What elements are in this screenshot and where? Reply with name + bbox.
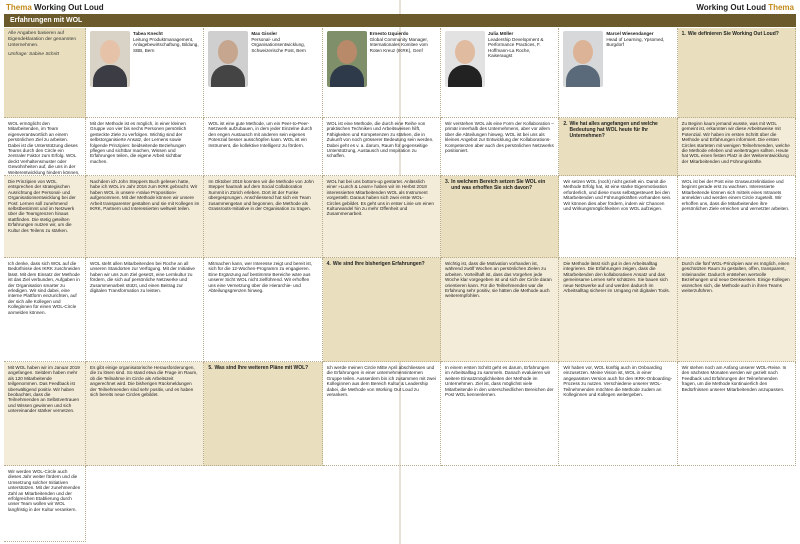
question-number: 5. <box>208 365 213 371</box>
intro-cell <box>4 28 86 118</box>
answer-cell: Die Methode lässt sich gut in den Arbeitsalltag integrieren. Die Erfahrungen zeigen, dass die Mitarbeitenden den kollaborativen Ansatz und das gemeinsame Lernen sehr schätzen. Sie bauen sich neue Netzwerke auf und werden dadurch im Arbeitsalltag sicherer im Umgang mit digitalen Tools. <box>559 258 677 362</box>
person-name: Julia Möller <box>488 31 514 36</box>
answer-cell: Mitmachen kann, wer Interesse zeigt und bereit ist, sich für die 12-Wochen-Programm zu engagieren. Eine Ergänzung auf bestimmte Bereiche wäre aus unserer Sicht WOL nicht zielführend. Wir erhoffen uns eine Vernetzung über die Hierarchie- und Abteilungsgrenzen hinweg. <box>204 258 322 362</box>
answer-cell: Durch die fünf WOL-Prinzipien war es möglich, einen geschützten Raum zu gestalten, offen, transparent, miteinander. Dadurch entstehen wertvolle Beziehungen und neue Denkweisen. Einige Kollegen wünschen sich, die Methode auch in ihren Teams weiterzuführen. <box>678 258 796 362</box>
answer-cell: Ich denke, dass sich WOL auf die Bedürfnisse des IKRK zuschneiden lässt. Mit dem Einsatz der Methode ist das Ziel verbunden, Aufgaben in der Organisation smarter zu erledigen. Wir sind dabei, eine interne Plattform einzurichten, auf der sich alle Kollegen und Kolleginnen für einen WOL-Circle anmelden können. <box>4 258 86 362</box>
question-cell <box>678 28 796 118</box>
person-card <box>441 28 559 118</box>
person-role: Head of Learning, Ypsomed, Burgdorf <box>606 36 665 48</box>
question-number: 1. <box>681 31 686 37</box>
answer-cell: Mit WOL haben wir im Januar 2019 angefangen. Seitdem haben mehr als 120 Mitarbeitende teilgenommen. Das Feedback ist überwältigend positiv. Wir haben beobachtet, dass die Teilnehmenden an Selbstvertrauen und Wissen gewinnen und sich untereinander stärker vernetzen. <box>4 362 86 466</box>
person-name: Ernesto Izquierdo <box>369 31 409 36</box>
person-role: Leadership Development & Performance Practices, F. Hoffmann-La Roche, Kaiseraugst <box>488 36 544 59</box>
answer-cell: Im Oktober 2018 konnten wir die Methode von John Stepper hautnah auf dem Social Collaboration Summit in Zürich erleben. Dort ist der Funke übergesprungen. Anschliessend hat sich ein Team zusammengetan und begonnen, die Methode als Grassroots-Initiative in der Organisation zu tragen. <box>204 176 322 258</box>
answer-cell: WOL steht allen Mitarbeitenden bei Roche an all unseren Standorten zur Verfügung. Mit der Initiative haben wir uns zum Ziel gesetzt, eine Lernkultur zu fördern, die sich auf persönliche Netzwerke und Zusammenarbeit stützt, und einen Beitrag zur digitalen Transformation zu leisten. <box>86 258 204 362</box>
person-name: Marcel Wiesendanger <box>606 31 654 36</box>
answer-cell: Wir setzen WOL (noch) nicht gezielt ein. Damit die Methode Erfolg hat, ist eine starke Eigenmotivation erforderlich, und diese muss selbstgesteuert bei den Mitarbeitenden und Führungskräften vorhanden sein. Wir können dies aber fördern, indem wir Chancen und Wirkungsmöglichkeiten von WOL aufzeigen. <box>559 176 677 258</box>
answer-cell: WOL hat bei uns bottom-up gestartet. Anlässlich einer »Lunch & Learn« haben wir im Herbst 2018 interessierten Mitarbeitenden WOL als Instrument vorgestellt. Daraus haben sich zwei erste WOL-Circles gebildet. Es geht uns in erster Linie um einen Kulturwandel hin zu mehr Offenheit und Zusammenarbeit. <box>323 176 441 258</box>
answer-cell: Wir stehen noch am Anfang unserer WOL-Reise. In den nächsten Monaten werden wir gezielt nach Feedback und Erfahrungen der Teilnehmenden fragen, um die Methode kontinuierlich den Bedürfnissen unserer Mitarbeitenden anzupassen. <box>678 362 796 466</box>
portrait-photo <box>445 31 485 87</box>
answer-cell: WOL ist eine gute Methode, um ein Peer-to-Peer-Netzwerk aufzubauen, in dem jeder Einzelne durch den engen Austausch mit anderen sein eigenes Potenzial besser ausschöpfen kann. WOL ist ein Instrument, die kollektive Intelligenz zu fördern. <box>204 118 322 176</box>
intro-text: Alle Angaben basieren auf Eigendeklaration der genannten Unternehmen. <box>8 31 77 48</box>
portrait-photo <box>208 31 248 87</box>
answer-cell: Wir verstehen WOL als eine Form der Kollaboration – primär innerhalb des Unternehmens, aber vor allem über die Abteilungen hinweg. WOL ist bei uns als kleines Angebot zur Entwicklung der Kollaborations-Kompetenzen aber auch des persönlichen Netzwerks positioniert. <box>441 118 559 176</box>
answer-cell: Die Prinzipien von WOL entsprechen der strategischen Ausrichtung der Personal- und Organisationsentwicklung bei der Post: Lernen soll zunehmend selbstbestimmt und im Netzwerk über die Teamgrenzen hinaus stattfinden. Die stetig geteilten Erfahrungen nutzen wir, um die Kultur des Teilens zu stärken. <box>4 176 86 258</box>
question-number: 3. <box>445 179 450 185</box>
answer-cell: WOL ist bei der Post eine Graswurzelinitiative und beginnt gerade erst zu wachsen. Interessierte Mitarbeitende können sich mittels eines Intranets anmelden und werden einem Circle zugeteilt. Wir erhoffen uns, dass die Mitarbeitenden ihre persönlichen Ziele erreichen und vernetzter arbeiten. <box>678 176 796 258</box>
answer-cell: Ich werde meinen Circle Mitte April abschliessen und die Erfahrungen in einer unternehmensinternen Gruppe teilen. Ausserdem bin ich zusammen mit zwei Kolleginnen aus dem Bereich Kultur & Leadership dabei, die Methode von Working Out Loud zu verankern. <box>323 362 441 466</box>
question-cell <box>204 362 322 466</box>
answer-cell: WOL ermöglicht den Mitarbeitenden, im Team eigenverantwortlich an einem persönlichen Ziel zu arbeiten. Dabei ist die Unterstützung dieses Teams durch den Circle ein zentraler Faktor zum Erfolg. WOL deckt Verhaltensmuster oder Gewohnheiten auf, die uns in der Weiterentwicklung hindern können, <box>4 118 86 176</box>
header-left <box>6 3 104 12</box>
section-title: Erfahrungen mit WOL <box>4 14 796 27</box>
person-card <box>323 28 441 118</box>
answer-cell: Nachdem ich John Steppers Buch gelesen hatte, habe ich WOL im Jahr 2016 zum IKRK gebracht. Wir haben WOL in unsere »Value Proposition« aufgenommen. Mit der Methode können wir unsere Arbeit transparenter gestalten und sie mit Kollegen im IKRK, Partnern und Interessierten weltweit teilen. <box>86 176 204 258</box>
answer-cell: In einem ersten Schritt geht es darum, Erfahrungen im Arbeitsalltag zu sammeln. Danach evaluieren wir weitere Einsatzmöglichkeiten der Methode im Unternehmen. Ziel ist, dass möglichst viele Mitarbeitende in den unterschiedlichen Bereichen der Post WOL kennenlernen. <box>441 362 559 466</box>
question-text: Wie hat alles angefangen und welche Bedeutung hat WOL heute für Ihr Unternehmen? <box>569 121 658 139</box>
question-text: Was sind Ihre weiteren Pläne mit WOL? <box>214 365 309 371</box>
question-cell <box>559 118 677 176</box>
answer-cell: Wichtig ist, dass die Motivation vorhanden ist, während zwölf Wochen an persönlichen Zielen zu arbeiten. Vorteilhaft ist, dass das Vorgehen jede Woche klar vorgegeben ist und sich der Circle daran orientieren kann. Für die Teilnehmenden war die Erfahrung sehr positiv, sie hätten die Methode auch weiterempfohlen. <box>441 258 559 362</box>
answer-cell: Es gibt einige organisatorische Herausforderungen, die zu lösen sind. So stand etwa die Frage im Raum, ob die Teilnahme im Circle als Arbeitszeit angerechnet wird. Die bisherigen Rückmeldungen der Teilnehmenden sind sehr positiv, und es haben sich bereits neue Circles gebildet. <box>86 362 204 466</box>
person-role: Personal- und Organisationsentwicklung, Schweizerische Post, Bern <box>251 36 306 53</box>
question-text: In welchem Bereich setzen Sie WOL ein und was erhoffen Sie sich davon? <box>451 179 546 191</box>
answer-cell: Zu Beginn kaum jemand wusste, was mit WOL gemeint ist, erkannten wir diese Arbeitsweise mit Potenzial. Wir haben im ersten Schritt über die Methode und Erfahrungen informiert. Die ersten Circles starteten mit wenigen Teilnehmenden, welche die Methode erleben und weitertragen sollten. Heute hat WOL einen festen Platz in der Weiterentwicklung der Mitarbeitenden und Führungskräfte. <box>678 118 796 176</box>
portrait-photo <box>563 31 603 87</box>
answer-cell: Mit der Methode ist es möglich, in einer kleinen Gruppe von vier bis sechs Personen persönlich gesteckte Ziele zu verfolgen. Wichtig sind der selbstorganisierte Ansatz, der Lernens sowie folgende Prinzipien: beidseitende Beziehungen pflegen und sichtbar machen, Wissen und Erfahrungen teilen, die eigene Arbeit sichtbar machen. <box>86 118 204 176</box>
person-card <box>86 28 204 118</box>
header-right-title: Working Out Loud <box>696 3 766 12</box>
person-role: Global Community Manager, Internationales Komitee vom Roten Kreuz (IKRK), Genf <box>369 36 428 53</box>
answer-cell: WOL ist eine Methode, die durch eine Reihe von praktischen Techniken und Arbeitsweisen hilft, Fähigkeiten und Kompetenzen zu stärken, die in Zukunft von noch grösserer Bedeutung sein werden. Dabei geht es v. a. darum, Raum für gegenseitige Unterstützung, Austausch und Inspiration zu schaffen. <box>323 118 441 176</box>
header-right-accent: Thema <box>768 3 794 12</box>
survey-author: Umfrage: Sabine Schritt <box>8 52 59 57</box>
answer-cell: Wir werden WOL-Circle auch dieses Jahr weiter fördern und die Umsetzung solcher Initiativen unterstützen. Mit der zunehmenden Zahl an Mitarbeitenden und der erfolgreichen Etablierung durch unser Team wollen wir WOL langfristig in der Kultur verankern. <box>4 466 86 542</box>
person-card <box>204 28 322 118</box>
person-role: Leitung Produktmanagement, Anlagebewirtschaftung, Bildung, SBB, Bern <box>133 36 199 53</box>
question-number: 4. <box>326 261 331 267</box>
question-cell <box>323 258 441 362</box>
header-left-accent: Thema <box>6 3 32 12</box>
answer-cell: Wir haben vor, WOL künftig auch im Onboarding einzusetzen. Meine Vision ist, WOL in einer angepassten Version auch für den IKRK-Onboarding-Prozess zu nutzen. Verschiedene unserer WOL-Teilnehmenden möchten die Methode zudem an Kolleginnen und Kollegen weitergeben. <box>559 362 677 466</box>
question-number: 2. <box>563 121 568 127</box>
question-text: Wie definieren Sie Working Out Loud? <box>687 31 779 37</box>
survey-table <box>4 28 796 542</box>
header-left-title: Working Out Loud <box>34 3 104 12</box>
person-name: Max Gissler <box>251 31 278 36</box>
question-cell <box>441 176 559 258</box>
person-card <box>559 28 677 118</box>
question-text: Wie sind Ihre bisherigen Erfahrungen? <box>332 261 425 267</box>
portrait-photo <box>90 31 130 87</box>
person-name: Tabea Knecht <box>133 31 163 36</box>
portrait-photo <box>327 31 367 87</box>
header-right <box>696 3 794 12</box>
